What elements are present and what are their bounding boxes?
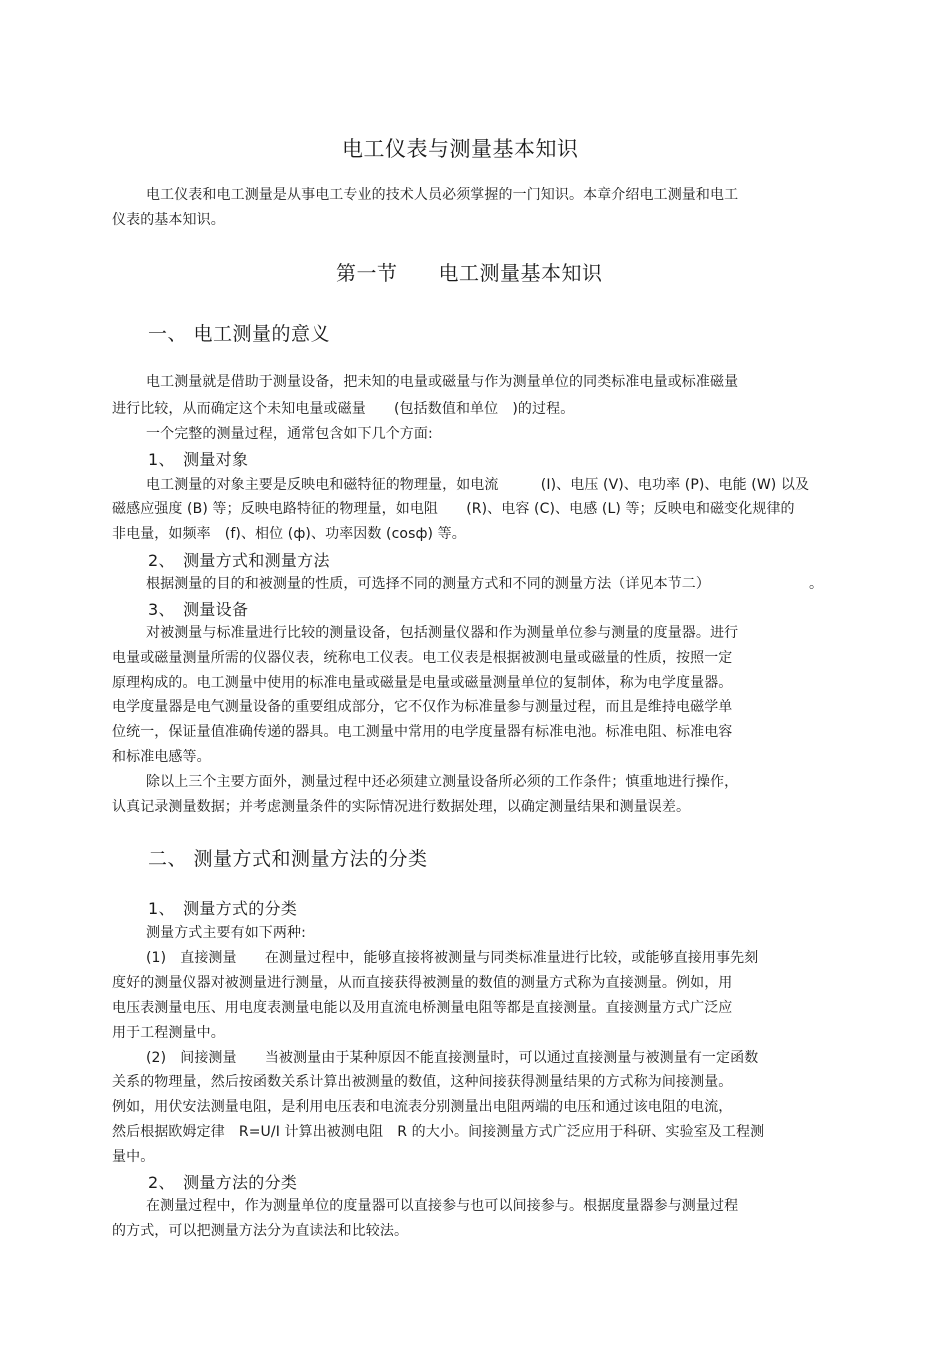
direct-line-1: (1) 直接测量 在测量过程中，能够直接将被测量与同类标准量进行比较，或能够直接用事先刻 — [146, 950, 759, 966]
part2-heading: 二、 测量方式和测量方法的分类 — [148, 848, 428, 870]
part1-para-line-2: 进行比较，从而确定这个未知电量或磁量 (包括数值和单位 )的过程。 — [112, 401, 575, 417]
sub2-body-line-1: 在测量过程中，作为测量单位的度量器可以直接参与也可以间接参与。根据度量器参与测量过程 — [146, 1198, 739, 1214]
sub1-heading: 1、 测量方式的分类 — [148, 899, 298, 918]
item1-heading: 1、 测量对象 — [148, 450, 249, 469]
part1-para-line-3: 一个完整的测量过程，通常包含如下几个方面: — [146, 426, 433, 442]
indirect-line-3: 例如，用伏安法测量电阻，是利用电压表和电流表分别测量出电阻两端的电压和通过该电阻的电流， — [112, 1099, 733, 1115]
direct-line-2: 度好的测量仪器对被测量进行测量，从而直接获得被测量的数值的测量方式称为直接测量。例如，用 — [112, 975, 733, 991]
item1-body-line-3: 非电量，如频率 (f)、相位 (ф)、功率因数 (cosф) 等。 — [112, 526, 466, 542]
indirect-line-4: 然后根据欧姆定律 R=U/I 计算出被测电阻 R 的大小。间接测量方式广泛应用于科研、实验室及工程测 — [112, 1124, 765, 1140]
item1-body-line-1: 电工测量的对象主要是反映电和磁特征的物理量，如电流 (I)、电压 (V)、电功率 (P)、电能 (W) 以及 — [146, 477, 810, 493]
part1-closing-line-1: 除以上三个主要方面外，测量过程中还必须建立测量设备所必须的工作条件；慎重地进行操作， — [146, 774, 739, 790]
document-title: 电工仪表与测量基本知识 — [342, 137, 579, 161]
sub2-body-line-2: 的方式，可以把测量方法分为直读法和比较法。 — [112, 1223, 409, 1239]
item1-body-line-2: 磁感应强度 (B) 等；反映电路特征的物理量，如电阻 (R)、电容 (C)、电感 (L) 等；反映电和磁变化规律的 — [112, 501, 795, 517]
part1-heading: 一、 电工测量的意义 — [148, 323, 331, 345]
item3-body-line-4: 电学度量器是电气测量设备的重要组成部分，它不仅作为标准量参与测量过程，而且是维持电磁学单 — [112, 699, 733, 715]
item3-body-line-6: 和标准电感等。 — [112, 749, 211, 765]
item2-heading: 2、 测量方式和测量方法 — [148, 551, 330, 570]
item3-body-line-5: 位统一，保证量值准确传递的器具。电工测量中常用的电学度量器有标准电池。标准电阻、标准电容 — [112, 724, 733, 740]
sub1-intro: 测量方式主要有如下两种: — [146, 925, 306, 941]
direct-line-3: 电压表测量电压、用电度表测量电能以及用直流电桥测量电阻等都是直接测量。直接测量方式广泛应 — [112, 1000, 733, 1016]
direct-line-4: 用于工程测量中。 — [112, 1025, 225, 1041]
item3-body-line-2: 电量或磁量测量所需的仪器仪表，统称电工仪表。电工仪表是根据被测电量或磁量的性质，按照一定 — [112, 650, 733, 666]
item3-body-line-3: 原理构成的。电工测量中使用的标准电量或磁量是电量或磁量测量单位的复制体，称为电学度量器。 — [112, 675, 733, 691]
item3-body-line-1: 对被测量与标准量进行比较的测量设备，包括测量仪器和作为测量单位参与测量的度量器。进行 — [146, 625, 739, 641]
item3-heading: 3、 测量设备 — [148, 600, 249, 619]
item2-body-tail: 。 — [809, 576, 824, 592]
indirect-line-1: (2) 间接测量 当被测量由于某种原因不能直接测量时，可以通过直接测量与被测量有一定函数 — [146, 1050, 759, 1066]
section-title: 第一节 电工测量基本知识 — [336, 261, 603, 285]
indirect-line-5: 量中。 — [112, 1149, 155, 1165]
sub2-heading: 2、 测量方法的分类 — [148, 1173, 298, 1192]
part1-closing-line-2: 认真记录测量数据；并考虑测量条件的实际情况进行数据处理，以确定测量结果和测量误差。 — [112, 799, 691, 815]
item2-body: 根据测量的目的和被测量的性质，可选择不同的测量方式和不同的测量方法（详见本节二） — [146, 576, 710, 592]
part1-para-line-1: 电工测量就是借助于测量设备，把未知的电量或磁量与作为测量单位的同类标准电量或标准磁量 — [146, 374, 739, 390]
indirect-line-2: 关系的物理量，然后按函数关系计算出被测量的数值，这种间接获得测量结果的方式称为间接测量。 — [112, 1074, 733, 1090]
intro-line-1: 电工仪表和电工测量是从事电工专业的技术人员必须掌握的一门知识。本章介绍电工测量和电工 — [146, 187, 739, 203]
intro-line-2: 仪表的基本知识。 — [112, 212, 225, 228]
